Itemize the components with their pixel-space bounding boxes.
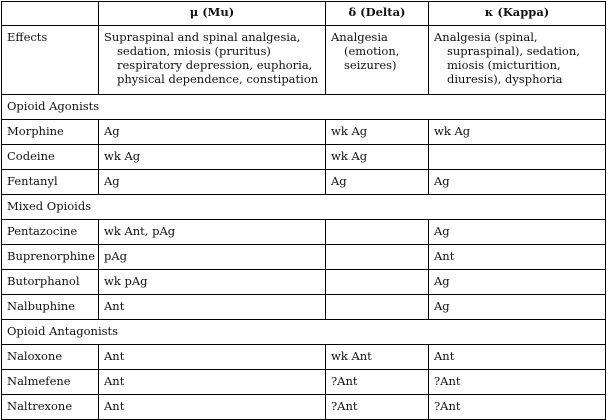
cell-kappa: ?Ant xyxy=(429,395,606,420)
section-row xyxy=(2,195,606,220)
cell-delta: ?Ant xyxy=(326,370,429,395)
cell-mu: wk Ant, pAg xyxy=(99,220,326,245)
effects-delta: Analgesia (emotion, seizures) xyxy=(326,26,429,95)
drug-row xyxy=(2,395,606,420)
drug-name: Pentazocine xyxy=(2,220,99,245)
cell-mu: Ant xyxy=(99,295,326,320)
header-kappa: κ (Kappa) xyxy=(429,2,606,26)
header-row xyxy=(2,2,606,26)
cell-delta xyxy=(326,295,429,320)
section-row xyxy=(2,95,606,120)
cell-delta: ?Ant xyxy=(326,395,429,420)
cell-kappa: ?Ant xyxy=(429,370,606,395)
cell-kappa: wk Ag xyxy=(429,120,606,145)
effects-mu: Supraspinal and spinal analgesia, sedation, miosis (pruritus) respiratory depression, euphoria, physical dependence, constipation xyxy=(99,26,326,95)
effects-kappa: Analgesia (spinal, supraspinal), sedation, miosis (micturition, diuresis), dysphoria xyxy=(429,26,606,95)
drug-row xyxy=(2,370,606,395)
drug-name: Nalbuphine xyxy=(2,295,99,320)
cell-mu: pAg xyxy=(99,245,326,270)
cell-delta: wk Ag xyxy=(326,145,429,170)
section-title: Opioid Antagonists xyxy=(2,320,606,345)
drug-row xyxy=(2,270,606,295)
drug-name: Butorphanol xyxy=(2,270,99,295)
section-title: Opioid Agonists xyxy=(2,95,606,120)
drug-name: Morphine xyxy=(2,120,99,145)
cell-mu: Ant xyxy=(99,395,326,420)
drug-row xyxy=(2,295,606,320)
cell-kappa: Ag xyxy=(429,295,606,320)
opioid-receptor-table xyxy=(1,1,606,420)
cell-mu: Ant xyxy=(99,345,326,370)
cell-mu: wk Ag xyxy=(99,145,326,170)
cell-delta xyxy=(326,270,429,295)
effects-label: Effects xyxy=(2,26,99,95)
cell-mu: Ag xyxy=(99,170,326,195)
effects-row xyxy=(2,26,606,95)
cell-mu: Ant xyxy=(99,370,326,395)
cell-kappa: Ag xyxy=(429,170,606,195)
drug-row xyxy=(2,245,606,270)
header-mu: μ (Mu) xyxy=(99,2,326,26)
cell-mu: Ag xyxy=(99,120,326,145)
cell-delta: wk Ant xyxy=(326,345,429,370)
drug-row xyxy=(2,345,606,370)
drug-name: Nalmefene xyxy=(2,370,99,395)
drug-name: Naloxone xyxy=(2,345,99,370)
section-row xyxy=(2,320,606,345)
cell-kappa: Ag xyxy=(429,270,606,295)
cell-mu: wk pAg xyxy=(99,270,326,295)
cell-delta xyxy=(326,220,429,245)
cell-delta: Ag xyxy=(326,170,429,195)
cell-delta xyxy=(326,245,429,270)
drug-name: Buprenorphine xyxy=(2,245,99,270)
drug-row xyxy=(2,145,606,170)
drug-name: Naltrexone xyxy=(2,395,99,420)
header-delta: δ (Delta) xyxy=(326,2,429,26)
drug-name: Codeine xyxy=(2,145,99,170)
drug-row xyxy=(2,120,606,145)
cell-kappa: Ant xyxy=(429,245,606,270)
drug-name: Fentanyl xyxy=(2,170,99,195)
drug-row xyxy=(2,170,606,195)
cell-kappa xyxy=(429,145,606,170)
cell-kappa: Ag xyxy=(429,220,606,245)
drug-row xyxy=(2,220,606,245)
cell-kappa: Ant xyxy=(429,345,606,370)
section-title: Mixed Opioids xyxy=(2,195,606,220)
header-blank xyxy=(2,2,99,26)
cell-delta: wk Ag xyxy=(326,120,429,145)
